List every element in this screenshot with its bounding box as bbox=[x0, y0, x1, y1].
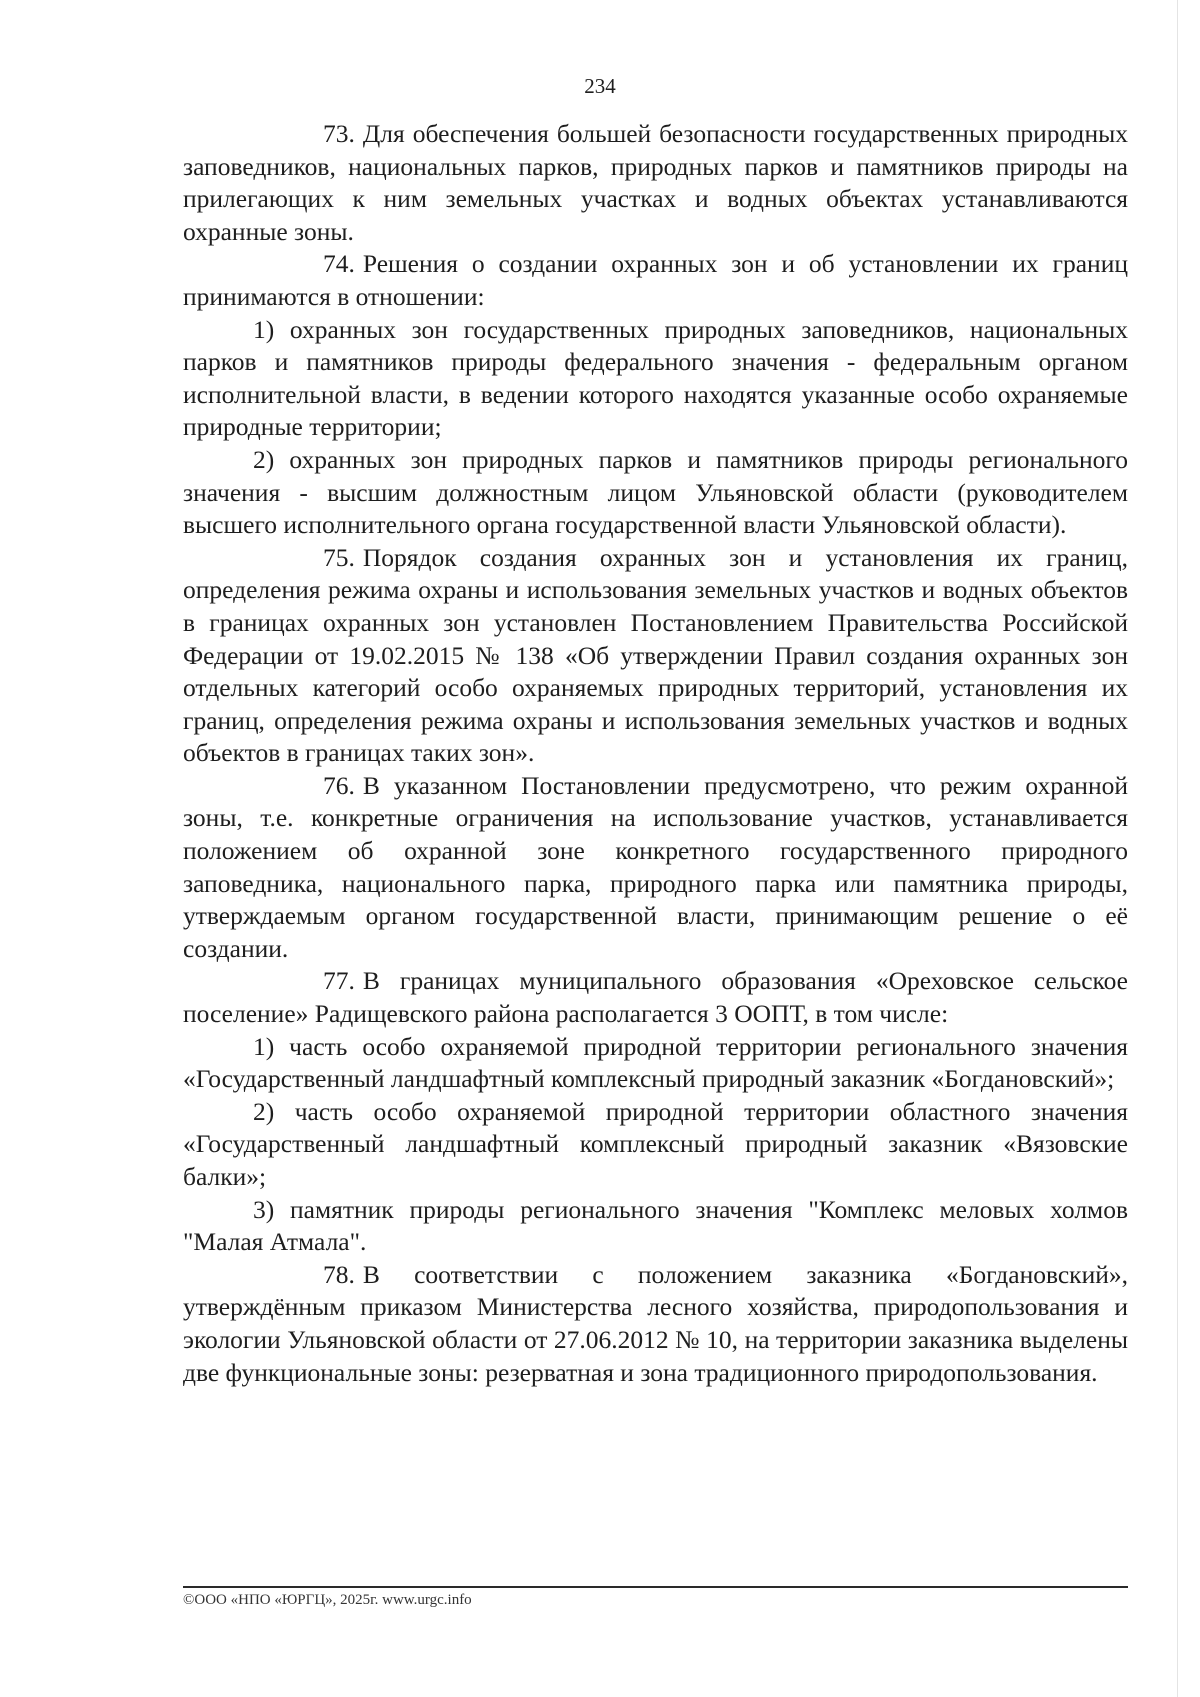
list-item-text: 1) часть особо охраняемой природной территории регионального значения «Государственный ландшафтный комплексный природный заказник «Богдановский»; bbox=[183, 1031, 1128, 1094]
paragraph-number: 75. bbox=[323, 542, 355, 572]
paragraph-text: Порядок создания охранных зон и установления их границ, определения режима охраны и использования земельных участков и водных объектов в границах охранных зон установлен Постановлением Правительства Российской Федерации от 19.02.2015 № 138 «Об утверждении Правил создания охранных зон отдельных категорий особо охраняемых природных территорий, установления их границ, определения режима охраны и использования земельных участков и водных объектов в границах таких зон». bbox=[183, 542, 1128, 768]
paragraph-text: Решения о создании охранных зон и об установлении их границ принимаются в отношении: bbox=[183, 249, 1128, 311]
paragraph-text: В указанном Постановлении предусмотрено, что режим охранной зоны, т.е. конкретные ограничения на использование участков, устанавливается положением об охранной зоне конкретного государственного природного заповедника, национального парка, природного парка или памятника природы, утверждаемым органом государственной власти, принимающим решение о её создании. bbox=[183, 770, 1128, 963]
paragraph-77 bbox=[183, 965, 1128, 1030]
paragraph-75 bbox=[183, 542, 1128, 770]
paragraph-number: 77. bbox=[323, 966, 355, 996]
paragraph-text: В соответствии с положением заказника «Богдановский», утверждённым приказом Министерства лесного хозяйства, природопользования и экологии Ульяновской области от 27.06.2012 № 10, на территории заказника выделены две функциональные зоны: резерватная и зона традиционного природопользования. bbox=[183, 1259, 1128, 1387]
list-item-77-2 bbox=[183, 1096, 1128, 1194]
list-item-text: 2) охранных зон природных парков и памятников природы регионального значения - высшим должностным лицом Ульяновской области (руководителем высшего исполнительного органа государственной власти Ульяновской области). bbox=[183, 444, 1128, 540]
paragraph-number: 73. bbox=[323, 119, 355, 148]
paragraph-76 bbox=[183, 770, 1128, 966]
list-item-77-1 bbox=[183, 1031, 1128, 1096]
paragraph-78 bbox=[183, 1259, 1128, 1389]
footer-copyright: ©ООО «НПО «ЮРГЦ», 2025г. www.urgc.info bbox=[183, 1592, 472, 1608]
paragraph-74 bbox=[183, 248, 1128, 313]
scan-edge-line bbox=[1177, 0, 1178, 1697]
page-number: 234 bbox=[584, 74, 616, 98]
list-item-text: 1) охранных зон государственных природных заповедников, национальных парков и памятников природы федерального значения - федеральным органом исполнительной власти, в ведении которого находятся указанные особо охраняемые природные территории; bbox=[183, 314, 1128, 442]
paragraph-number: 78. bbox=[323, 1259, 355, 1289]
paragraph-number: 74. bbox=[323, 249, 355, 279]
footer-divider bbox=[183, 1586, 1128, 1588]
list-item-77-3 bbox=[183, 1194, 1128, 1259]
paragraph-text: В границах муниципального образования «Ореховское сельское поселение» Радищевского района располагается 3 ООПТ, в том числе: bbox=[183, 966, 1128, 1029]
paragraph-text: Для обеспечения большей безопасности государственных природных заповедников, национальных парков, природных парков и памятников природы на прилегающих к ним земельных участках и водных объектах устанавливаются охранные зоны. bbox=[183, 119, 1128, 246]
paragraph-number: 76. bbox=[323, 770, 355, 800]
list-item-text: 2) часть особо охраняемой природной территории областного значения «Государственный ландшафтный комплексный природный заказник «Вязовские балки»; bbox=[183, 1096, 1128, 1191]
document-body bbox=[183, 118, 1128, 1389]
paragraph-73 bbox=[183, 118, 1128, 248]
list-item-74-2 bbox=[183, 444, 1128, 542]
list-item-text: 3) памятник природы регионального значения "Комплекс меловых холмов "Малая Атмала". bbox=[183, 1194, 1128, 1257]
list-item-74-1 bbox=[183, 314, 1128, 444]
